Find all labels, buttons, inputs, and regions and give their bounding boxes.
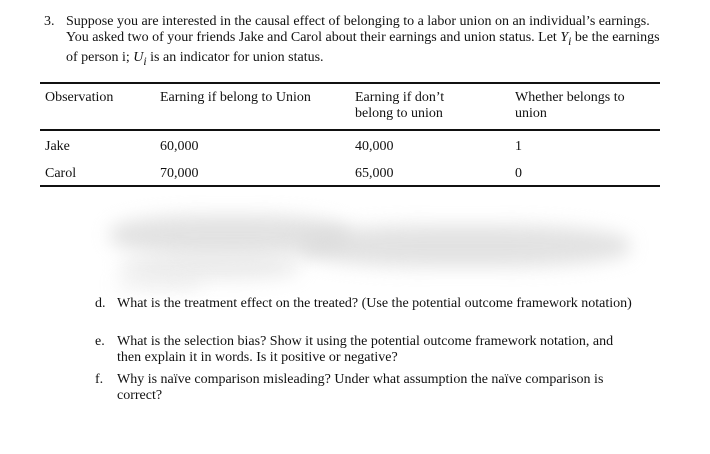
table-header-observation: Observation: [45, 90, 114, 105]
question-number: 3.: [44, 14, 55, 29]
table-header-rule: [40, 129, 660, 131]
table-bottom-rule: [40, 185, 660, 187]
row-carol-name: Carol: [45, 166, 77, 181]
row-carol-union: 70,000: [160, 166, 199, 181]
table-top-rule: [40, 82, 660, 84]
row-jake-no-union: 40,000: [355, 139, 394, 154]
row-jake-name: Jake: [45, 139, 70, 154]
table-header-belongs: Whether belongs to union: [515, 90, 625, 121]
row-carol-belongs: 0: [515, 166, 522, 181]
row-jake-union: 60,000: [160, 139, 199, 154]
table-header-union: Earning if belong to Union: [160, 90, 311, 105]
table-header-no-union: Earning if don’t belong to union: [355, 90, 445, 121]
row-jake-belongs: 1: [515, 139, 522, 154]
question-text: Suppose you are interested in the causal effect of belonging to a labor union on an individual’s earnings. You asked two of your friends Jake and Carol about their earnings and union status. Let $Y_i$ be the earnings of person i; $U_i$ is an indicator for union status.: [66, 14, 660, 68]
row-carol-no-union: 65,000: [355, 166, 394, 181]
